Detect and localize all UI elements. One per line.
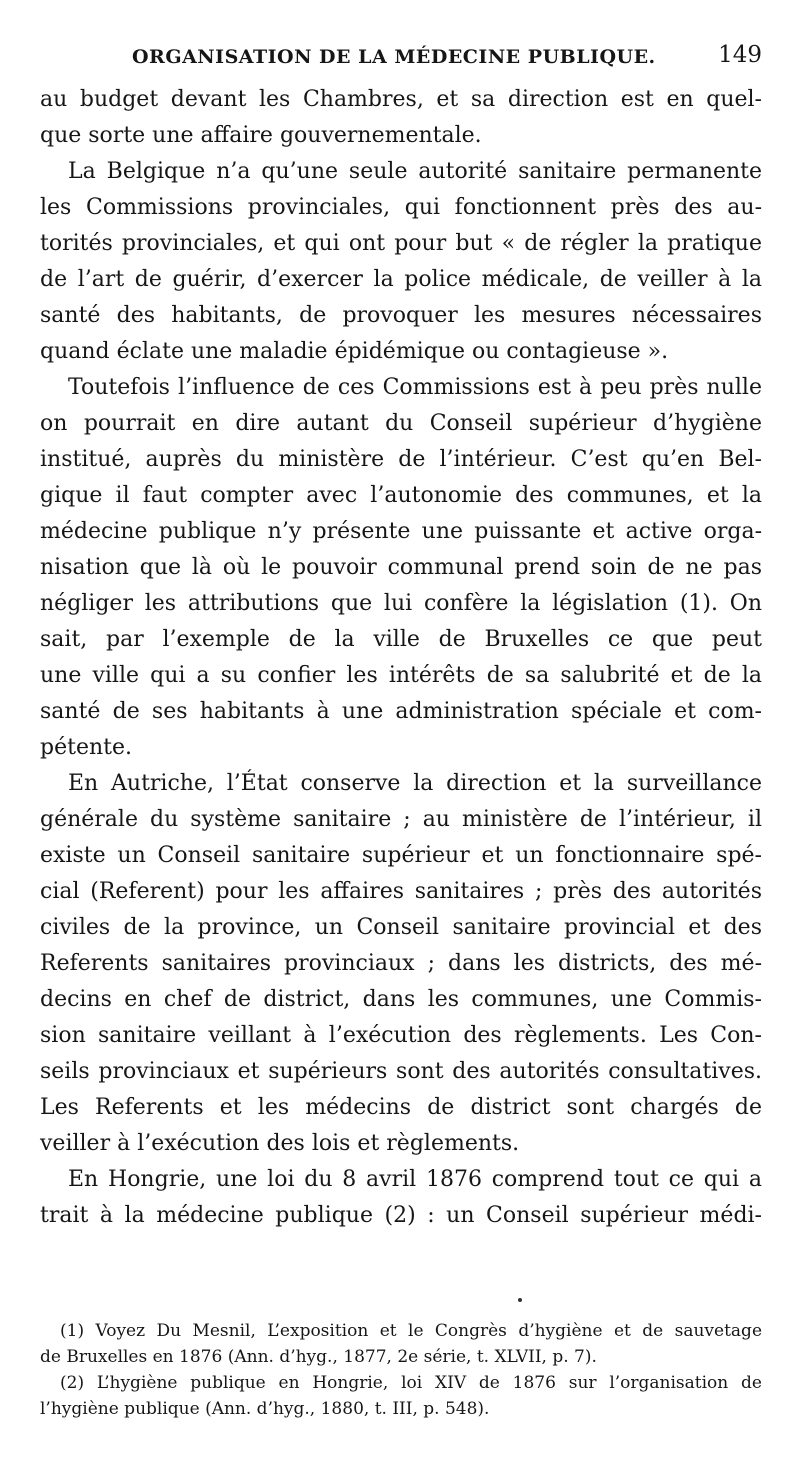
text-line: on pourrait en dire autant du Conseil supérieur d’hygiène [40,411,762,436]
text-line: Toutefois l’influence de ces Commissions est à peu près nulle [68,375,762,400]
text-line: sait, par l’exemple de la ville de Bruxelles ce que peut [40,627,762,652]
text-line: gique il faut compter avec l’autonomie des communes, et la [40,483,762,508]
text-line: torités provinciales, et qui ont pour but « de régler la pratique [40,231,762,256]
text-line: nisation que là où le pouvoir communal prend soin de ne pas [40,555,762,580]
text-line: Les Referents et les médecins de district sont chargés de [40,1095,762,1120]
text-line: générale du système sanitaire ; au ministère de l’intérieur, il [40,807,762,832]
text-line: cial (Referent) pour les affaires sanitaires ; près des autorités [40,879,762,904]
page-number: 149 [718,42,762,68]
text-line: trait à la médecine publique (2) : un Conseil supérieur médi- [40,1203,762,1228]
footnote-line: (1) Voyez Du Mesnil, L’exposition et le Congrès d’hygiène et de sauvetage [60,1321,762,1341]
text-line: En Autriche, l’État conserve la direction et la surveillance [68,771,762,796]
footnote-line: (2) L’hygiène publique en Hongrie, loi XIV de 1876 sur l’organisation de [60,1373,762,1393]
footnote-line: de Bruxelles en 1876 (Ann. d’hyg., 1877, 2e série, t. XLVII, p. 7). [40,1347,597,1367]
text-line: sion sanitaire veillant à l’exécution des règlements. Les Con- [40,1023,762,1048]
footnote-line: l’hygiène publique (Ann. d’hyg., 1880, t. III, p. 548). [40,1399,490,1419]
ink-speck [518,1298,522,1302]
text-line: médecine publique n’y présente une puissante et active orga- [40,519,762,544]
text-line: les Commissions provinciales, qui fonctionnent près des au- [40,195,762,220]
text-line: existe un Conseil sanitaire supérieur et un fonctionnaire spé- [40,843,762,868]
text-line: La Belgique n’a qu’une seule autorité sanitaire permanente [68,159,762,184]
text-line: que sorte une affaire gouvernementale. [40,123,482,148]
text-line: au budget devant les Chambres, et sa direction est en quel- [40,87,762,112]
text-line: négliger les attributions que lui confère la législation (1). On [40,591,762,616]
text-line: quand éclate une maladie épidémique ou contagieuse ». [40,339,669,364]
text-line: santé des habitants, de provoquer les mesures nécessaires [40,303,762,328]
text-line: seils provinciaux et supérieurs sont des autorités consultatives. [40,1059,762,1084]
text-line: En Hongrie, une loi du 8 avril 1876 comprend tout ce qui a [68,1167,762,1192]
text-line: une ville qui a su confier les intérêts de sa salubrité et de la [40,663,762,688]
text-line: civiles de la province, un Conseil sanitaire provincial et des [40,915,762,940]
text-line: veiller à l’exécution des lois et règlements. [40,1131,520,1156]
text-line: santé de ses habitants à une administration spéciale et com- [40,699,762,724]
text-line: decins en chef de district, dans les communes, une Commis- [40,987,762,1012]
text-line: Referents sanitaires provinciaux ; dans les districts, des mé- [40,951,762,976]
page-header [40,40,762,76]
running-title: ORGANISATION DE LA MÉDECINE PUBLIQUE. [132,46,656,68]
text-line: institué, auprès du ministère de l’intérieur. C’est qu’en Bel- [40,447,762,472]
text-line: de l’art de guérir, d’exercer la police médicale, de veiller à la [40,267,762,292]
text-line: pétente. [40,735,132,760]
